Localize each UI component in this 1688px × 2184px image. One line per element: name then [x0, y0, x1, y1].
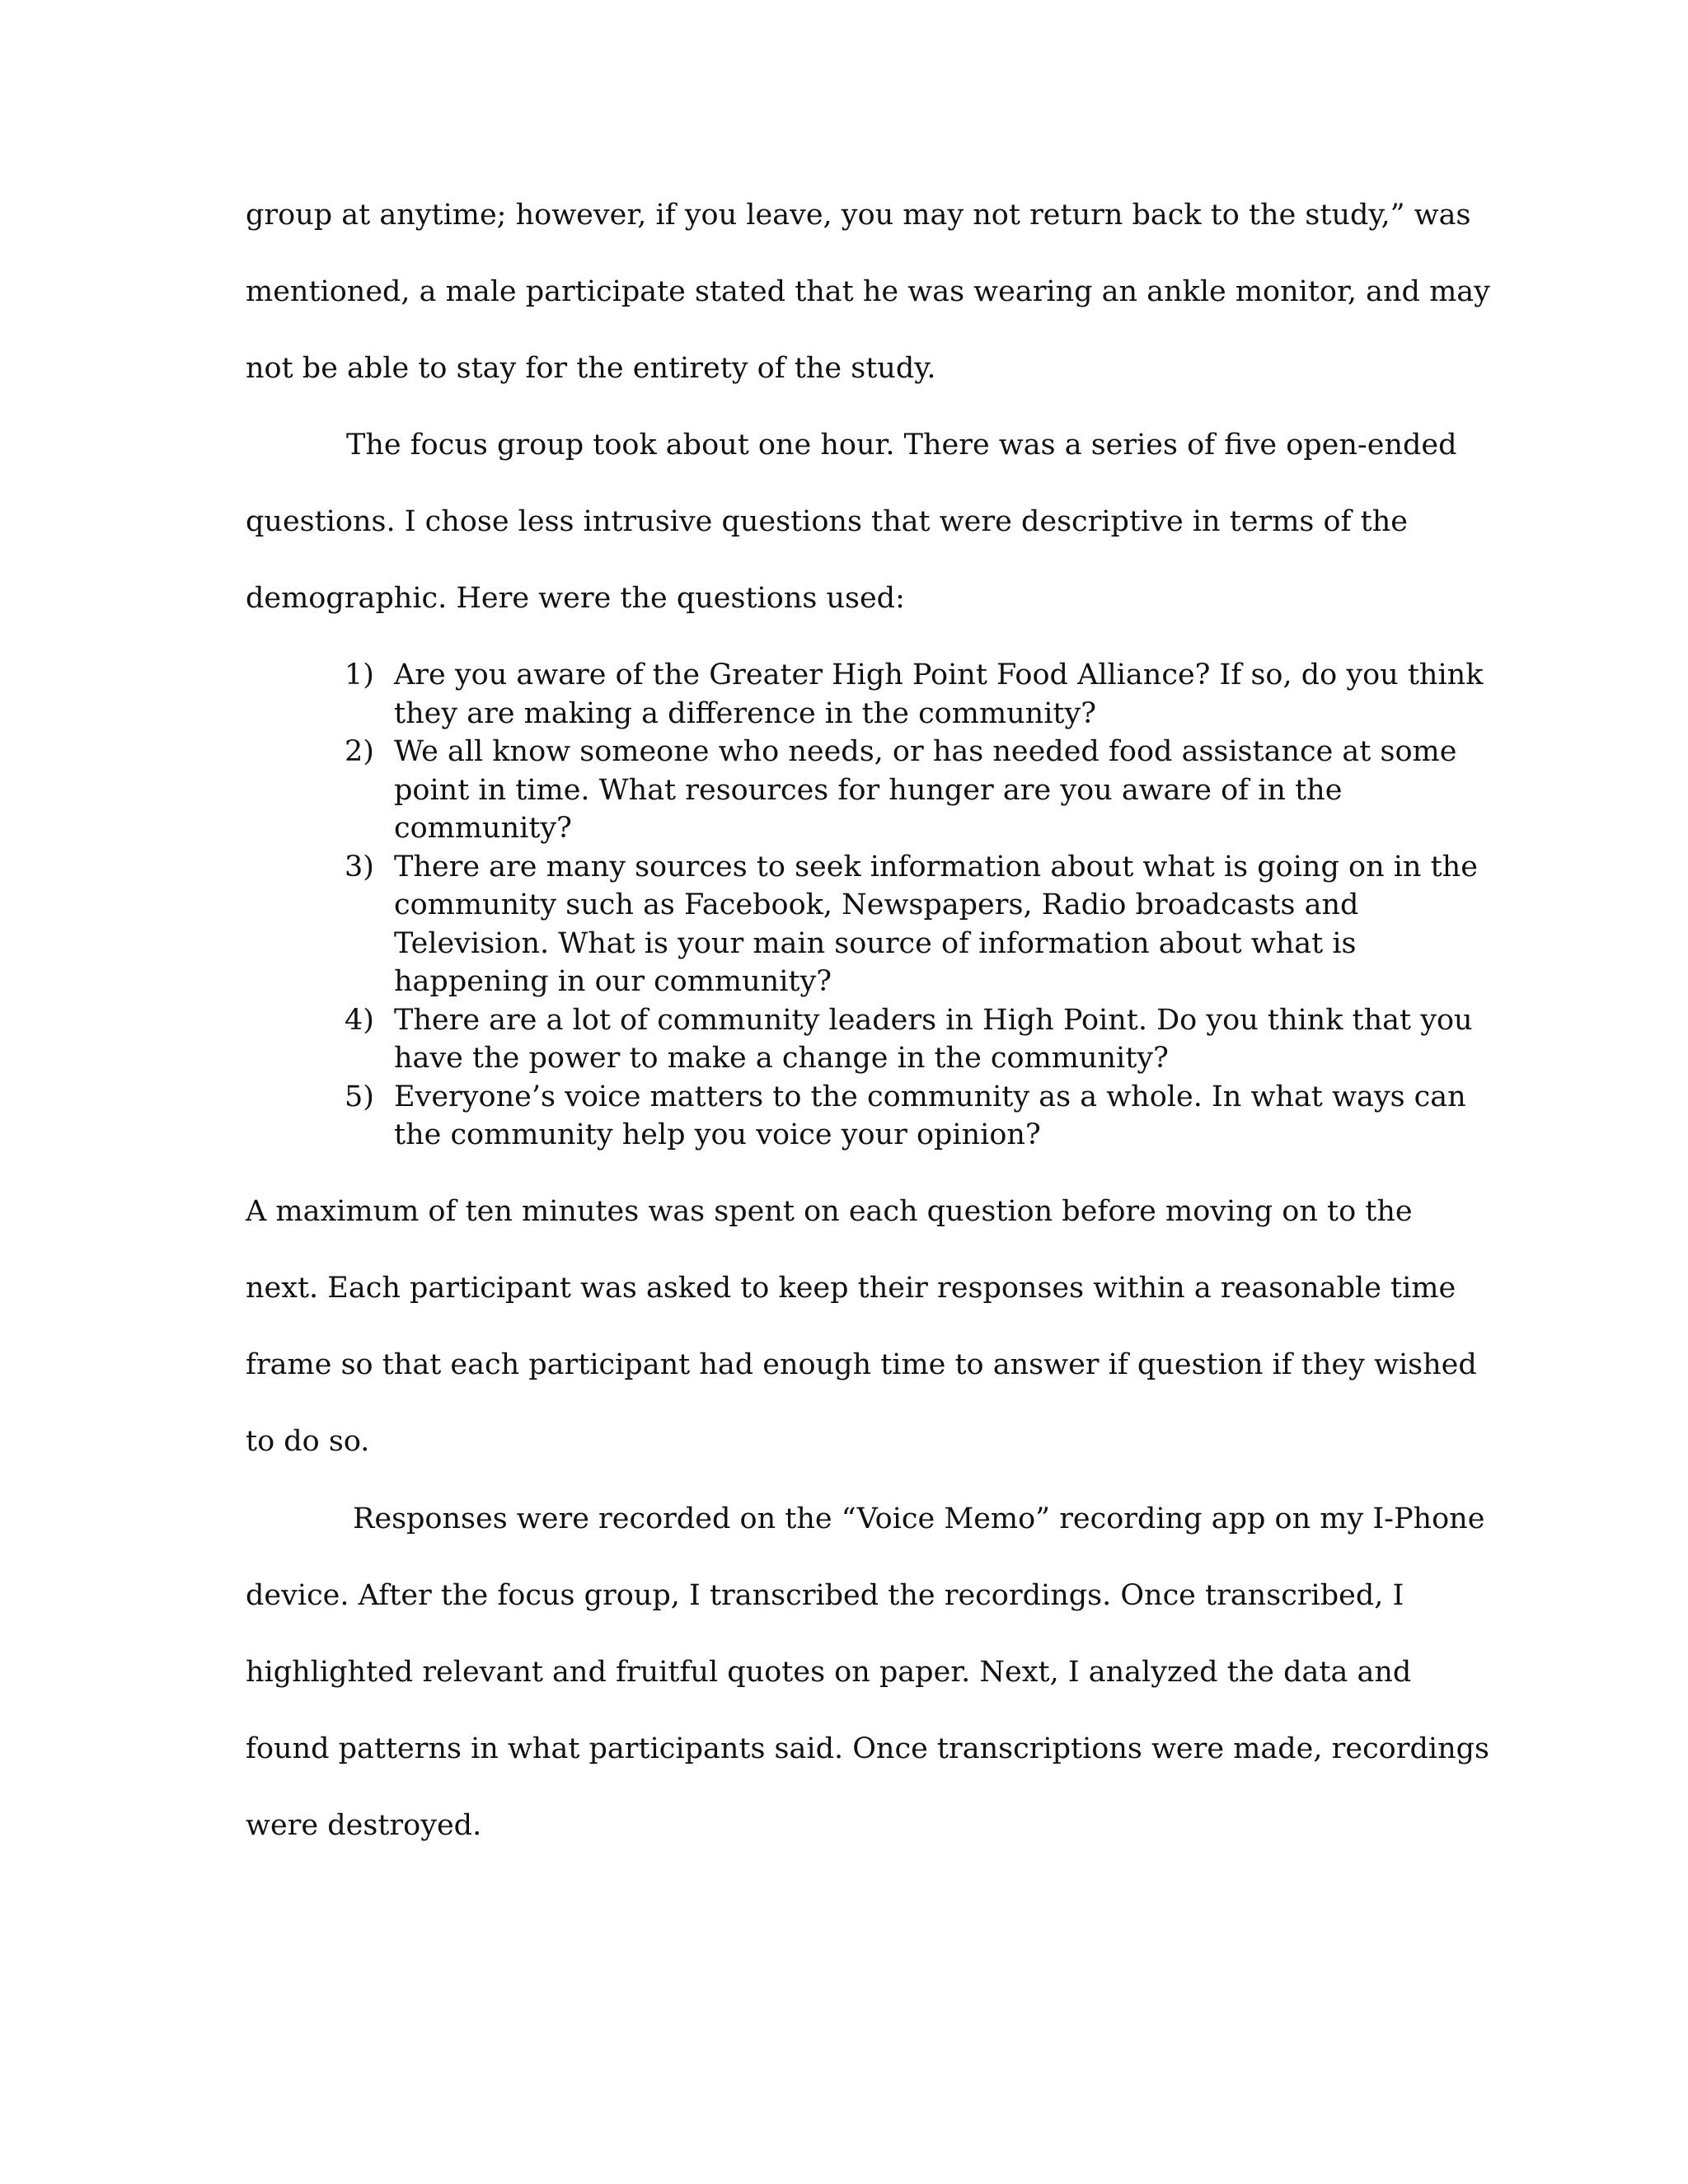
paragraph-procedure [246, 1174, 1477, 1480]
question-line: Everyone’s voice matters to the community as a whole. In what ways can [394, 1080, 1466, 1113]
question-line: There are a lot of community leaders in High Point. Do you think that you [394, 1003, 1473, 1037]
paragraph-line: frame so that each participant had enough time to answer if question if they wished [246, 1348, 1477, 1381]
question-line: Are you aware of the Greater High Point Food Alliance? If so, do you think [394, 658, 1484, 691]
question-item [246, 1001, 1473, 1078]
question-number: 4) [345, 1003, 374, 1037]
paragraph-line: Responses were recorded on the “Voice Memo” recording app on my I-Phone [353, 1502, 1485, 1535]
question-line: Television. What is your main source of information about what is [394, 926, 1357, 960]
question-number: 3) [345, 850, 374, 883]
paragraph-line: found patterns in what participants said. Once transcriptions were made, recordings [246, 1732, 1489, 1765]
paragraph-line: not be able to stay for the entirety of the study. [246, 352, 936, 385]
question-number: 5) [345, 1080, 374, 1113]
question-line: they are making a difference in the community? [394, 696, 1097, 730]
paragraph-line: demographic. Here were the questions used: [246, 582, 905, 615]
question-item [246, 656, 1484, 733]
paragraph-line: mentioned, a male participate stated that he was wearing an ankle monitor, and may [246, 275, 1490, 308]
question-line: point in time. What resources for hunger are you aware of in the [394, 773, 1343, 807]
question-item [246, 848, 1478, 1001]
paragraph-line: The focus group took about one hour. There was a series of five open-ended [346, 429, 1457, 462]
paragraph-line: were destroyed. [246, 1809, 482, 1842]
paragraph-line: highlighted relevant and fruitful quotes on paper. Next, I analyzed the data and [246, 1656, 1412, 1689]
question-line: happening in our community? [394, 965, 832, 998]
question-number: 2) [345, 735, 374, 768]
question-list [246, 656, 1484, 1155]
question-item [246, 1078, 1466, 1155]
paragraph-recording [246, 1481, 1489, 1864]
question-number: 1) [345, 658, 374, 691]
question-line: the community help you voice your opinion? [394, 1118, 1041, 1151]
question-line: There are many sources to seek information about what is going on in the [394, 850, 1478, 883]
question-line: community such as Facebook, Newspapers, Radio broadcasts and [394, 888, 1359, 921]
paragraph-line: A maximum of ten minutes was spent on each question before moving on to the [246, 1195, 1413, 1228]
question-line: have the power to make a change in the community? [394, 1042, 1169, 1075]
paragraph-line: device. After the focus group, I transcribed the recordings. Once transcribed, I [246, 1579, 1404, 1612]
question-line: community? [394, 812, 572, 845]
question-line: We all know someone who needs, or has needed food assistance at some [394, 735, 1457, 768]
paragraph-line: questions. I chose less intrusive questions that were descriptive in terms of the [246, 505, 1408, 538]
paragraph-line: group at anytime; however, if you leave, you may not return back to the study,” was [246, 199, 1471, 232]
paragraph-line: next. Each participant was asked to keep their responses within a reasonable time [246, 1272, 1456, 1305]
intro-paragraphs [246, 177, 1490, 637]
paragraph-line: to do so. [246, 1425, 370, 1458]
question-item [246, 733, 1457, 848]
